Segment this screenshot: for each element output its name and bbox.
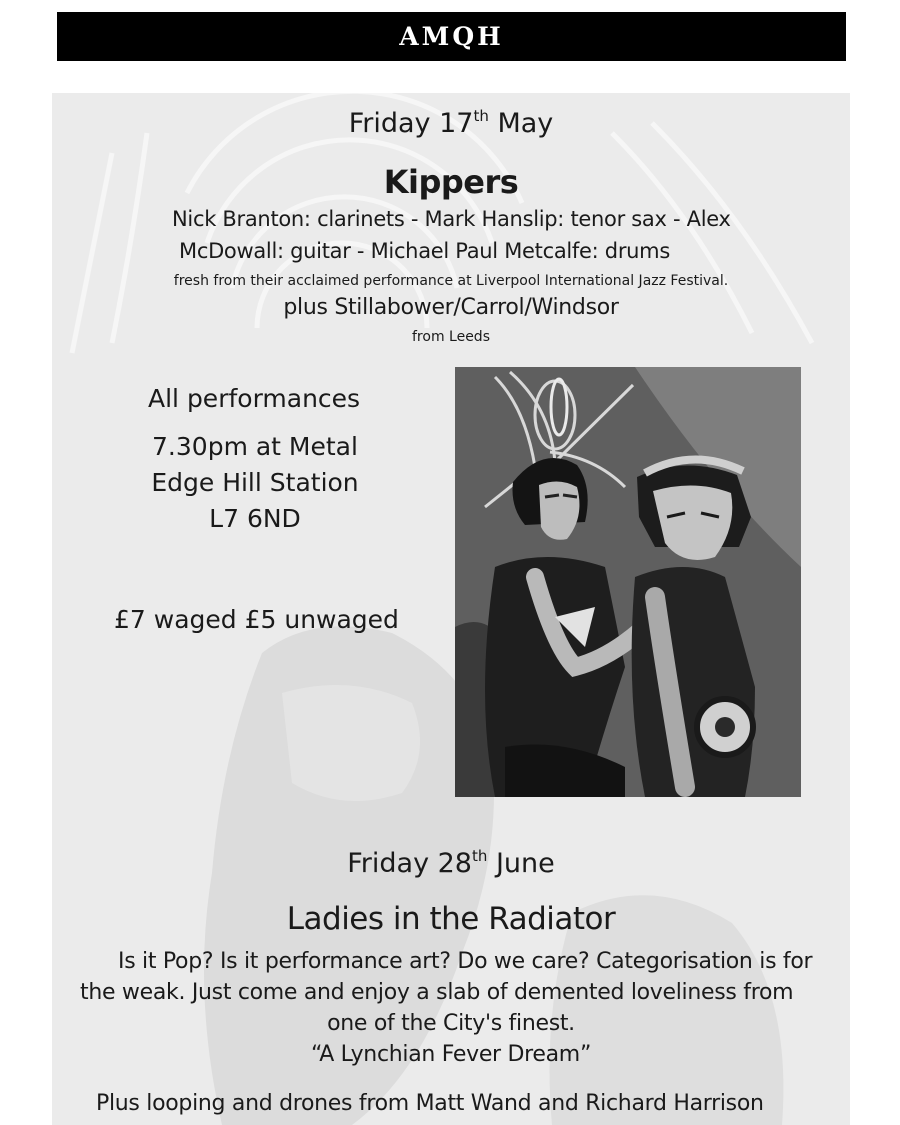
event2-act: Ladies in the Radiator: [286, 901, 616, 937]
info-heading: All performances: [148, 384, 361, 413]
info-time-venue: 7.30pm at Metal: [152, 432, 358, 461]
event2-date: [52, 847, 850, 879]
header-banner: [57, 12, 846, 61]
event1-date-day: Friday 17: [348, 108, 474, 139]
info-price: £7 waged £5 unwaged: [114, 605, 399, 634]
event2-support: Plus looping and drones from Matt Wand and Richard Harrison: [96, 1091, 764, 1116]
event1-support: plus Stillabower/Carrol/Windsor: [283, 295, 619, 320]
event1-date-suffix: th: [473, 107, 489, 125]
event2-desc-line1: Is it Pop? Is it performance art? Do we care? Categorisation is for: [118, 949, 813, 974]
event1-note: fresh from their acclaimed performance at Liverpool International Jazz Festival.: [173, 273, 729, 289]
info-location: Edge Hill Station: [151, 468, 359, 497]
event2-quote: “A Lynchian Fever Dream”: [310, 1042, 592, 1067]
event1-date-month: May: [488, 108, 554, 139]
event1-support-origin: from Leeds: [412, 329, 490, 345]
event1-lineup-line2: McDowall: guitar - Michael Paul Metcalfe: drums: [179, 239, 670, 263]
event1-act: Kippers: [383, 163, 519, 201]
poster: [52, 93, 850, 1125]
event2-desc-line3: one of the City's finest.: [327, 1011, 575, 1036]
event2-date-month: June: [487, 848, 555, 879]
event2-date-suffix: th: [472, 847, 488, 865]
photo-image: [455, 367, 801, 797]
info-postcode: L7 6ND: [209, 504, 301, 533]
event1-lineup-line1: Nick Branton: clarinets - Mark Hanslip: tenor sax - Alex: [172, 207, 731, 231]
event2-desc-line2: the weak. Just come and enjoy a slab of demented loveliness from: [80, 980, 794, 1005]
header-title: AMQH: [399, 22, 504, 51]
event2-date-day: Friday 28: [347, 848, 472, 879]
event1-date: [52, 107, 850, 139]
silent-film-photo: [455, 367, 801, 797]
